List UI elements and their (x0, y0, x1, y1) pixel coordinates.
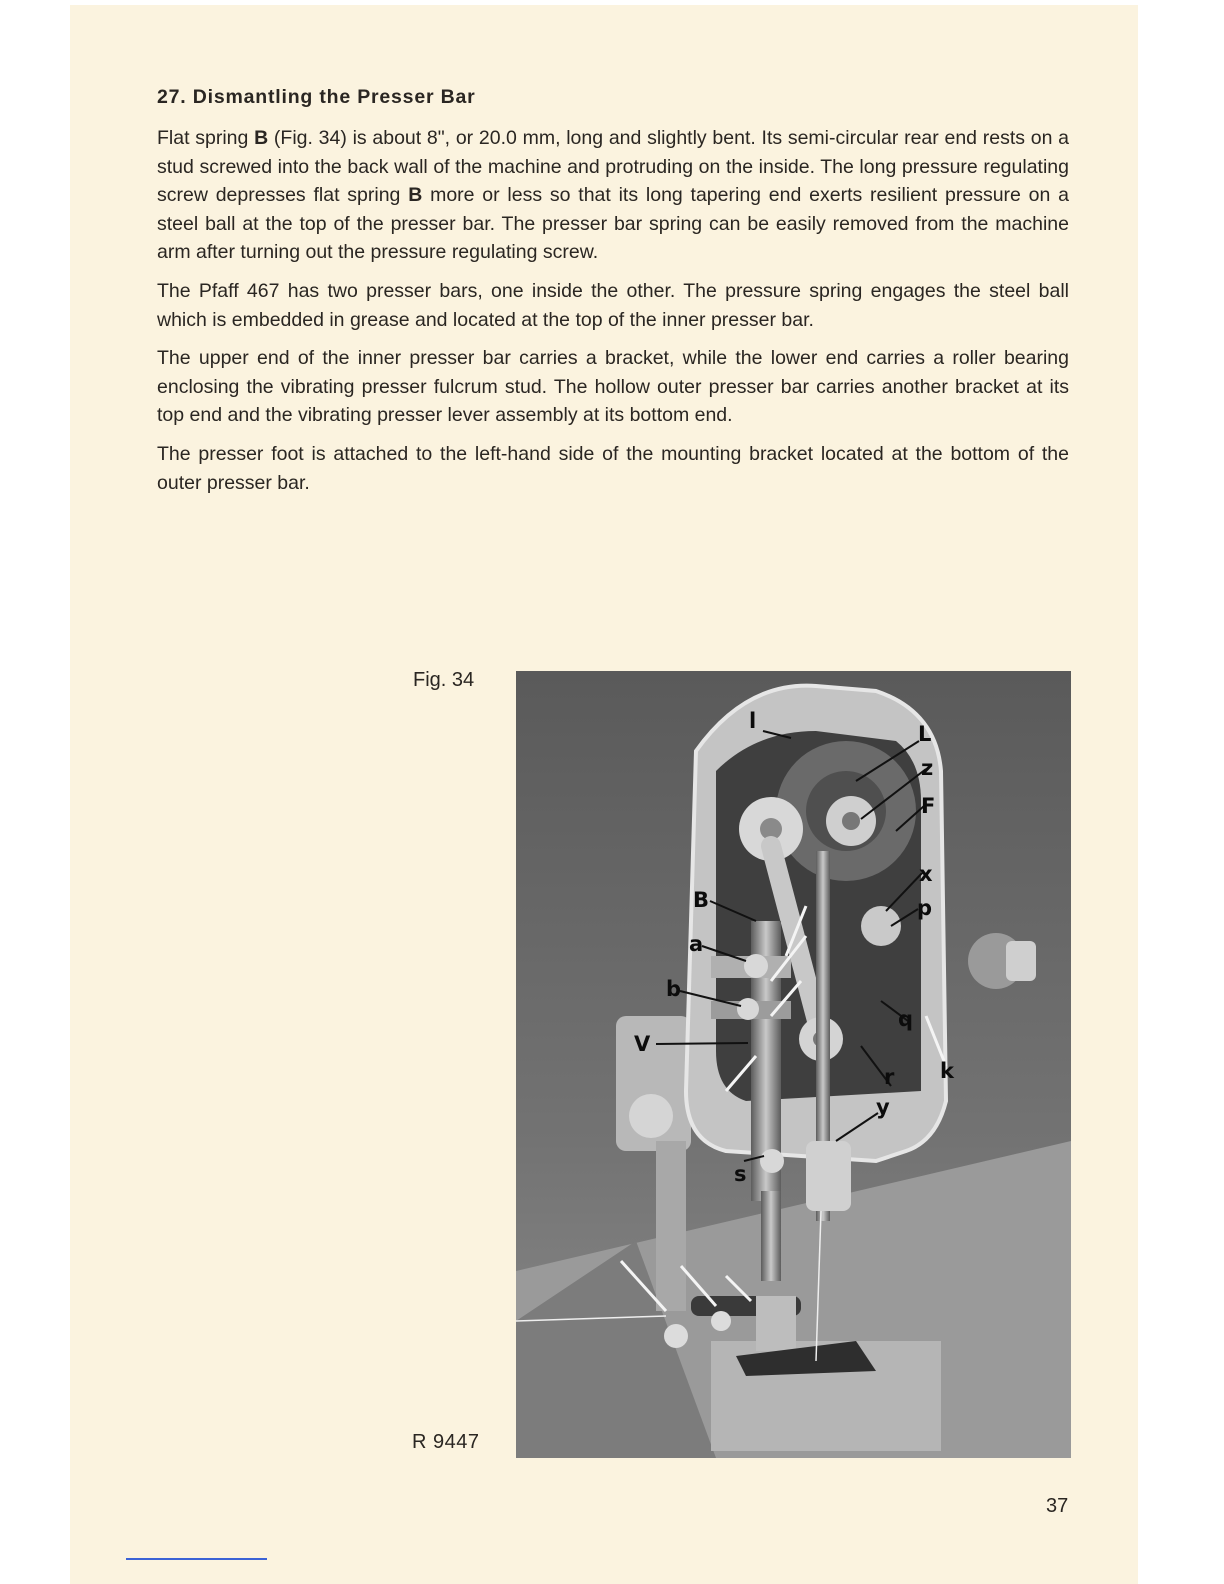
label-s: s (734, 1162, 747, 1186)
paragraph-3: The upper end of the inner presser bar carries a bracket, while the lower end carries a roller bearing enclosing the vibrating presser fulcrum stud. The hollow outer presser bar carries another bracket at its top end and the vibrating presser lever assembly at its bottom end. (157, 347, 1069, 427)
paragraph-2: The Pfaff 467 has two presser bars, one inside the other. The pressure spring engages the steel ball which is embedded in grease and located at the top of the inner presser bar. (157, 279, 1069, 331)
label-L: L (918, 722, 932, 746)
label-r: r (884, 1065, 895, 1089)
label-z: z (921, 756, 934, 780)
label-l: l (749, 709, 757, 733)
sewing-machine-illustration (516, 671, 1071, 1458)
paragraph-1 (157, 124, 1069, 267)
label-b: b (666, 977, 682, 1001)
sewing-machine-photo (516, 671, 1071, 1458)
text-block (157, 83, 1069, 507)
paragraph-1-part-3: (Fig. 34) is about 8", or 20.0 mm, long and slightly bent. Its semi-circular rear end rests on a stud screwed into the back wall of the machine and protruding on the inside. The long pressure regulating screw depresses flat spring (157, 127, 1070, 207)
paragraph-1-part-5: more or less so that its long tapering end exerts resilient pressure on a steel ball at the top of the presser bar. The presser bar spring can be easily removed from the machine arm after turning out the pressure regulating screw. (157, 184, 1069, 264)
label-F: F (921, 794, 936, 818)
label-p: p (917, 896, 933, 920)
section-heading: 27. Dismantling the Presser Bar (157, 86, 476, 108)
label-q: q (898, 1007, 914, 1031)
figure-caption: Fig. 34 (413, 669, 475, 691)
page-number: 37 (1046, 1495, 1069, 1517)
link-underline (126, 1558, 267, 1560)
label-y: y (876, 1095, 890, 1119)
label-B: B (693, 888, 710, 912)
figure-reference: R 9447 (412, 1431, 480, 1453)
label-a: a (689, 932, 704, 956)
document-page (70, 5, 1138, 1584)
label-k: k (940, 1059, 954, 1083)
label-V: V (634, 1032, 651, 1056)
label-x: x (919, 862, 933, 886)
paragraph-4: The presser foot is attached to the left-hand side of the mounting bracket located at the bottom of the outer presser bar. (157, 442, 1069, 494)
paragraph-1-part-1: Flat spring (157, 127, 255, 149)
paragraph-1-spring-ref-1: B (254, 127, 269, 149)
paragraph-1-spring-ref-2: B (408, 184, 423, 207)
